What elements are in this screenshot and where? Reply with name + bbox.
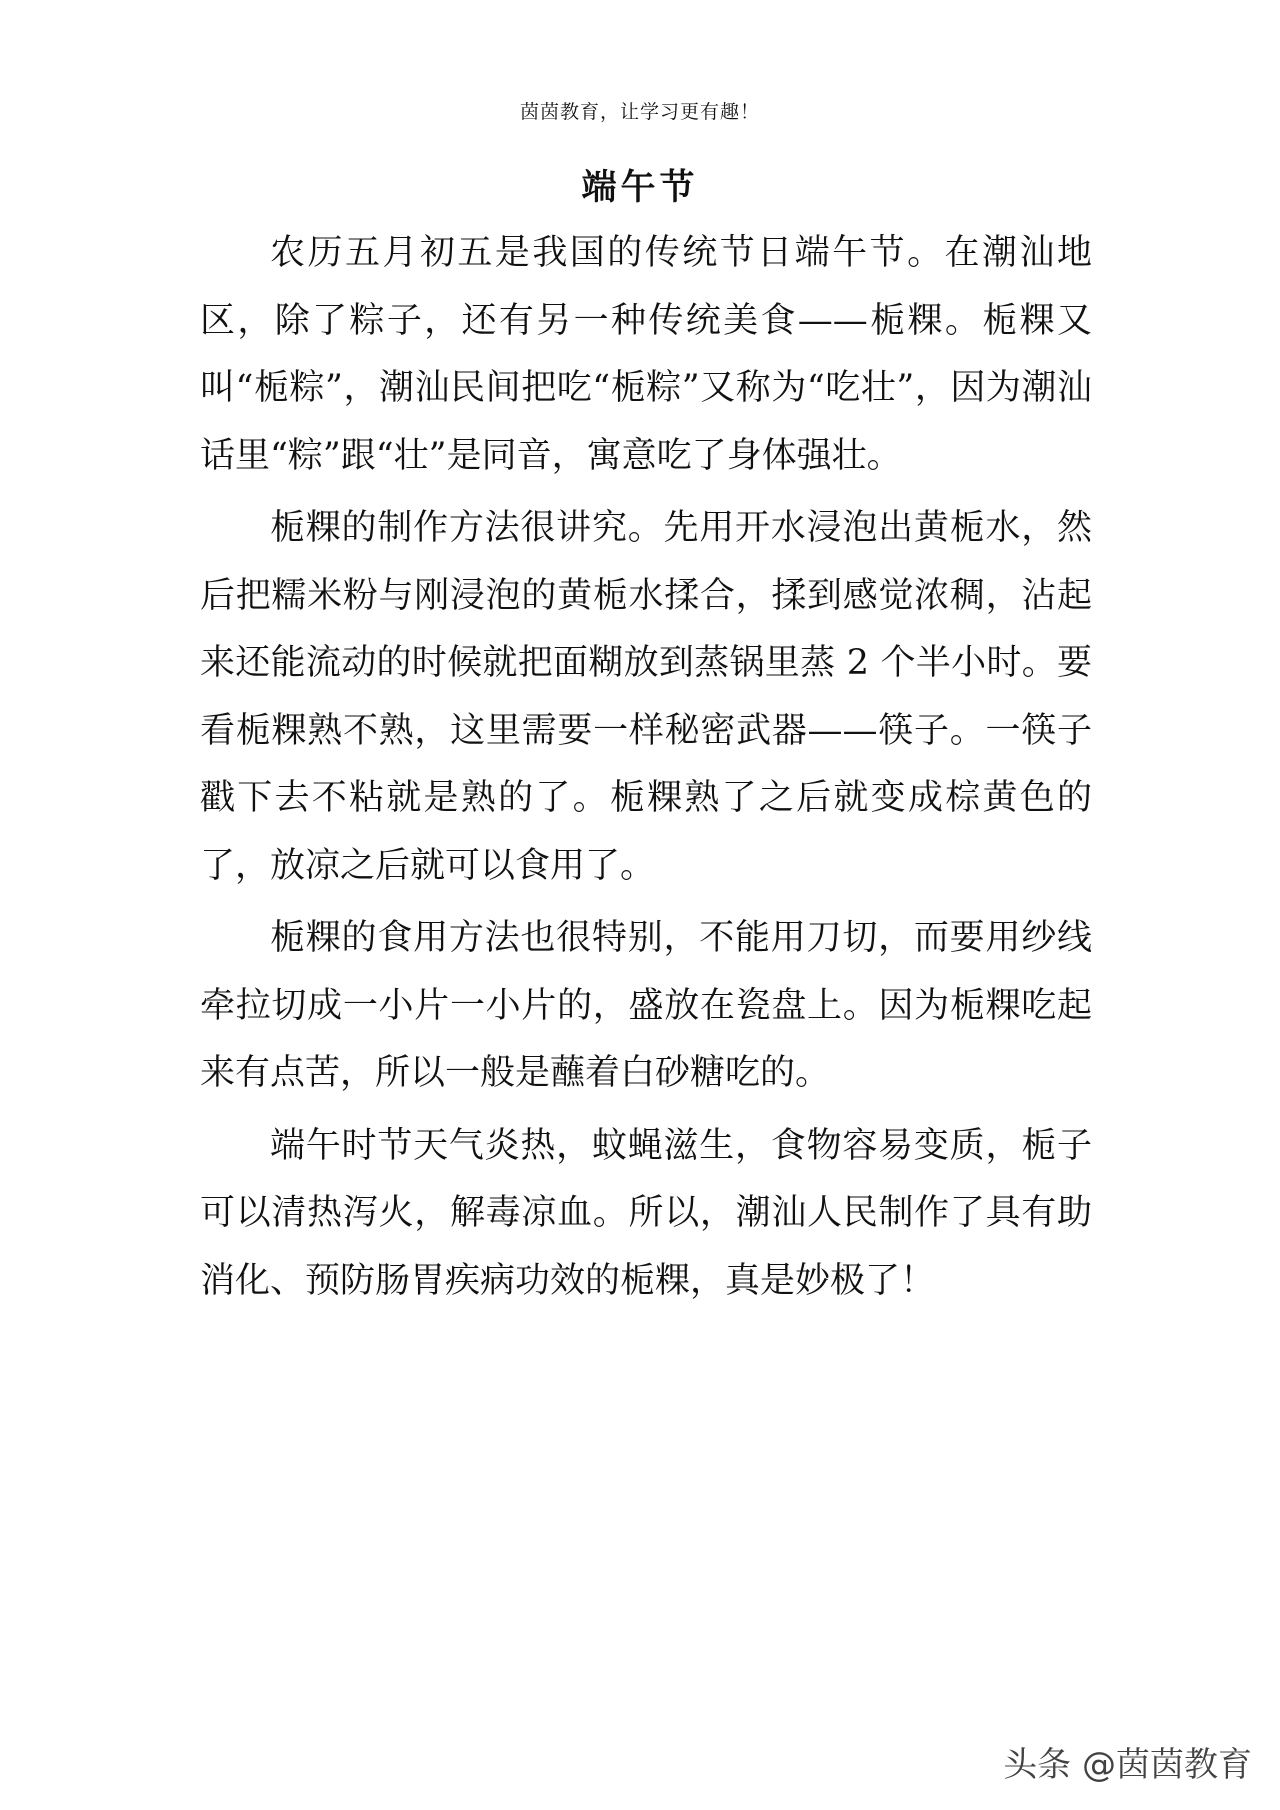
paragraph-1: 农历五月初五是我国的传统节日端午节。在潮汕地区，除了粽子，还有另一种传统美食——栀粿。栀粿又叫“栀粽”，潮汕民间把吃“栀粽”又称为“吃壮”，因为潮汕话里“粽”跟“壮”是同音，寓意吃了身体强壮。	[200, 233, 1092, 476]
article-title: 端午节	[581, 167, 699, 208]
paragraph-4: 端午时节天气炎热，蚊蝇滋生，食物容易变质，栀子可以清热泻火，解毒凉血。所以，潮汕人民制作了具有助消化、预防肠胃疾病功效的栀粿，真是妙极了！	[200, 1125, 1092, 1301]
paragraph-3: 栀粿的食用方法也很特别，不能用刀切，而要用纱线牵拉切成一小片一小片的，盛放在瓷盘上。因为栀粿吃起来有点苦，所以一般是蘸着白砂糖吃的。	[200, 918, 1092, 1093]
paragraph-2: 栀粿的制作方法很讲究。先用开水浸泡出黄栀水，然后把糯米粉与刚浸泡的黄栀水揉合，揉到感觉浓稠，沾起来还能流动的时候就把面糊放到蒸锅里蒸 2 个半小时。要看栀粿熟不熟，这里需要一样秘密武器——筷子。一筷子戳下去不粘就是熟的了。栀粿熟了之后就变成棕黄色的了，放凉之后就可以食用了。	[200, 508, 1092, 886]
page-header-tagline: 茵茵教育，让学习更有趣！	[519, 101, 760, 123]
article-body	[200, 220, 1092, 1315]
source-watermark: 头条 @茵茵教育	[1003, 1745, 1252, 1785]
